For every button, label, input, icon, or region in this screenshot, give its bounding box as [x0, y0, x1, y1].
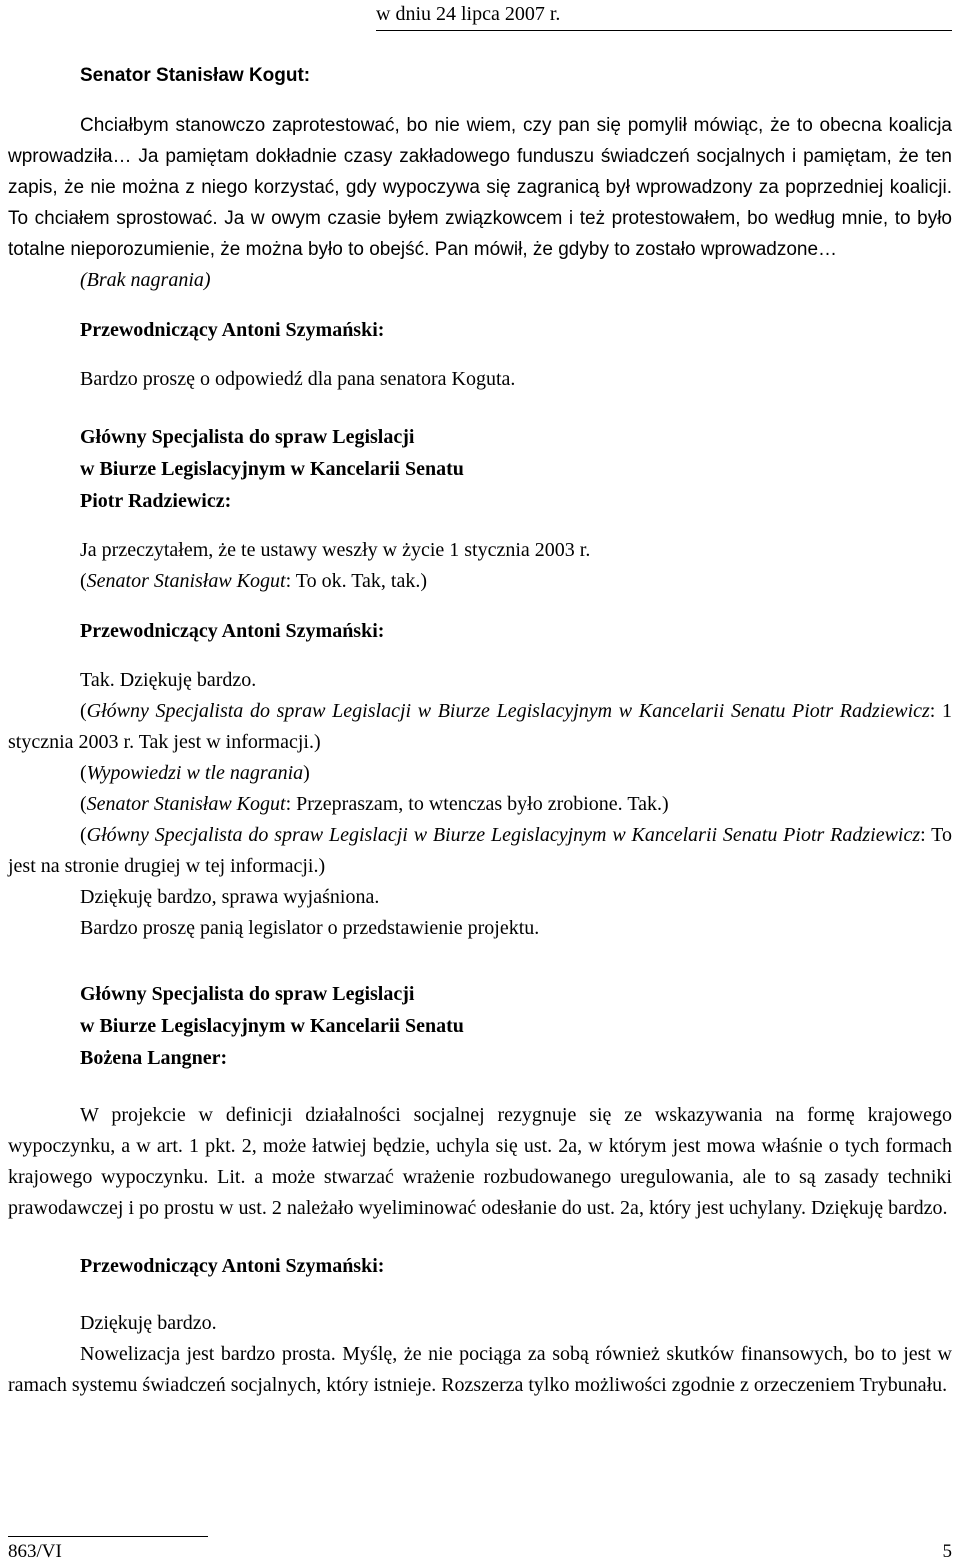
speaker-heading — [8, 421, 952, 517]
speaker-heading: Przewodniczący Antoni Szymański: — [80, 620, 385, 642]
footer-page-number: 5 — [942, 1541, 952, 1562]
interjection: (Senator Stanisław Kogut: Przepraszam, to wtenczas było zrobione. Tak.) — [80, 793, 669, 815]
speech-paragraph: Chciałbym stanowczo zaprotestować, bo nie wiem, czy pan się pomylił mówiąc, że to obecna koalicja wprowadziła… Ja pamiętam dokładnie czasy zakładowego funduszu świadczeń socjalnych i pamiętam, że ten zapis, że nie można z niego korzystać, gdy wypoczywa się zagranicą był wprowadzony za poprzedniej koalicji. To chciałem sprostować. Ja w owym czasie byłem związkowcem i też protestowałem, bo według mnie, to było totalne nieporozumienie, że można było to obejść. Pan mówił, że gdyby to zostało wprowadzone… — [8, 115, 952, 260]
speech-paragraph: Ja przeczytałem, że te ustawy weszły w życie 1 stycznia 2003 r. — [80, 539, 591, 561]
footer-document-number: 863/VI — [8, 1541, 62, 1562]
speech-paragraph: Bardzo proszę o odpowiedź dla pana senatora Koguta. — [80, 368, 516, 390]
speaker-title-line: Główny Specjalista do spraw Legislacji — [80, 426, 415, 448]
speech-paragraph: Dziękuję bardzo. — [80, 1312, 217, 1334]
page-header — [8, 0, 952, 30]
footer-rule — [8, 1536, 208, 1537]
interjection: (Główny Specjalista do spraw Legislacji w Biurze Legislacyjnym w Kancelarii Senatu Piotr Radziewicz: 1 stycznia 2003 r. Tak jest w informacji.) — [8, 700, 953, 753]
speaker-title-line: w Biurze Legislacyjnym w Kancelarii Senatu — [80, 458, 464, 480]
speech-paragraph: Nowelizacja jest bardzo prosta. Myślę, że nie pociąga za sobą również skutków finansowych, bo to jest w ramach systemu świadczeń socjalnych, który istnieje. Rozszerza tylko możliwości zgodnie z orzeczeniem Trybunału. — [8, 1343, 952, 1396]
speech-paragraph: W projekcie w definicji działalności socjalnej rezygnuje się ze wskazywania na formę krajowego wypoczynku, a w art. 1 pkt. 2, może łatwiej będzie, uchyla się ust. 2a, w którym jest mowa właśnie o tych formach krajowego wypoczynku. Lit. a może stwarzać wrażenie rozbudowanego uregulowania, ale to są zasady techniki prawodawczej i po prostu w ust. 2 należało wyeliminować odesłanie do ust. 2a, który jest uchylany. Dziękuję bardzo. — [8, 1104, 952, 1219]
document-page — [8, 0, 952, 1565]
speaker-heading — [8, 978, 952, 1074]
speaker-name: Piotr Radziewicz: — [80, 490, 232, 512]
speech-paragraph: Tak. Dziękuję bardzo. — [80, 669, 257, 691]
speaker-heading: Przewodniczący Antoni Szymański: — [80, 1255, 385, 1277]
speaker-title-line: Główny Specjalista do spraw Legislacji — [80, 983, 415, 1005]
transcript-body — [8, 60, 952, 1401]
interjection: (Senator Stanisław Kogut: To ok. Tak, tak.) — [80, 570, 428, 592]
stage-note: (Wypowiedzi w tle nagrania) — [80, 762, 310, 784]
speaker-name: Bożena Langner: — [80, 1047, 228, 1069]
speaker-heading: Senator Stanisław Kogut: — [80, 65, 311, 86]
speaker-heading: Przewodniczący Antoni Szymański: — [80, 319, 385, 341]
speech-paragraph: Bardzo proszę panią legislator o przedstawienie projektu. — [80, 917, 540, 939]
speaker-title-line: w Biurze Legislacyjnym w Kancelarii Senatu — [80, 1015, 464, 1037]
header-rule — [376, 30, 952, 31]
header-date: w dniu 24 lipca 2007 r. — [376, 3, 561, 25]
interjection: (Główny Specjalista do spraw Legislacji w Biurze Legislacyjnym w Kancelarii Senatu Piotr Radziewicz: To jest na stronie drugiej w tej informacji.) — [8, 824, 953, 877]
stage-note: (Brak nagrania) — [80, 269, 211, 291]
speech-paragraph: Dziękuję bardzo, sprawa wyjaśniona. — [80, 886, 380, 908]
